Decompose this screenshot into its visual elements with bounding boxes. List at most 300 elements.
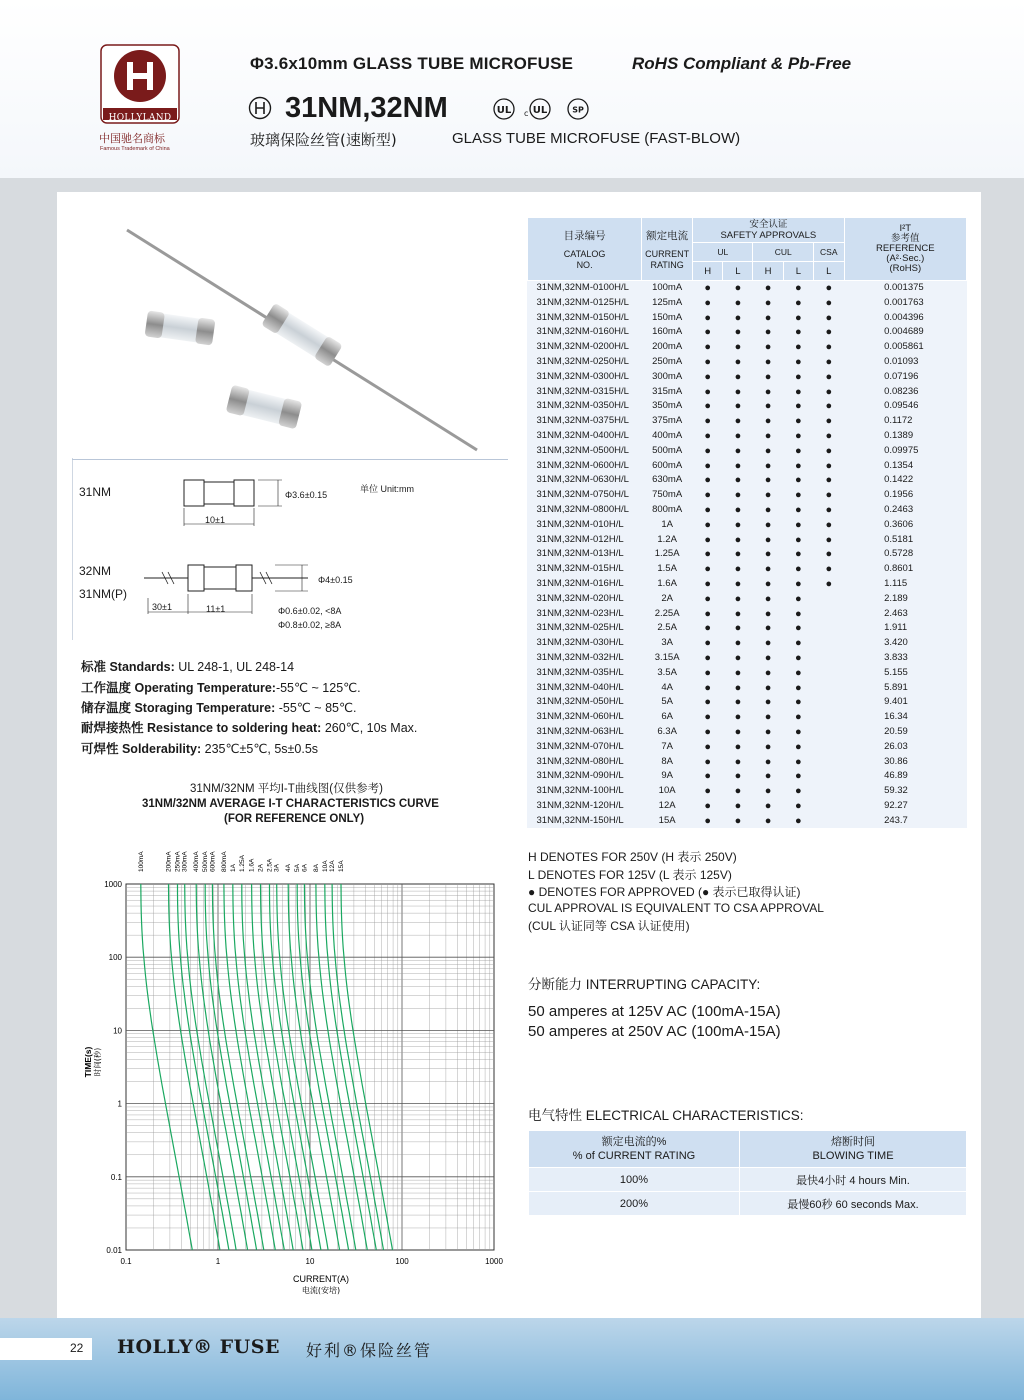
curve-label-400mA: 400mA — [193, 851, 201, 872]
ul-l-cell: ● — [734, 503, 742, 516]
table-row: 200% 最慢60秒 60 seconds Max. — [529, 1192, 967, 1216]
ul-h-cell: ● — [704, 474, 712, 487]
svg-text:UL: UL — [496, 105, 512, 116]
rating-cell: 2.5A — [657, 622, 677, 634]
ul-h-cell: ● — [704, 518, 712, 531]
table-row — [528, 518, 967, 533]
ul-l-cell: ● — [734, 666, 742, 679]
cul-h-cell: ● — [764, 311, 772, 324]
ul-h-cell: ● — [704, 651, 712, 664]
header-ul: UL — [693, 243, 753, 262]
ul-h-cell: ● — [704, 637, 712, 650]
rating-cell: 6A — [661, 711, 673, 723]
header-cul-h: H — [753, 262, 783, 281]
cul-h-cell: ● — [764, 548, 772, 561]
csa-cell: ● — [825, 474, 833, 487]
catalog-cell: 31NM,32NM-030H/L — [536, 637, 624, 649]
catalog-cell: 31NM,32NM-016H/L — [536, 577, 624, 589]
catalog-cell: 31NM,32NM-032H/L — [536, 651, 624, 663]
csa-cell — [813, 592, 844, 607]
ul-h-cell: ● — [704, 548, 712, 561]
cul-l-cell: ● — [795, 711, 802, 724]
cul-l-cell: ● — [795, 666, 802, 679]
cul-h-cell: ● — [764, 429, 772, 442]
catalog-cell: 31NM,32NM-0375H/L — [536, 415, 629, 427]
i2t-cell: 0.08236 — [884, 385, 919, 397]
i2t-cell: 0.005861 — [884, 341, 924, 353]
ul-l-cell: ● — [734, 533, 742, 546]
catalog-cell: 31NM,32NM-0500H/L — [536, 444, 629, 456]
ul-l-cell: ● — [734, 326, 742, 339]
it-curve-chart — [80, 842, 510, 1302]
catalog-cell: 31NM,32NM-015H/L — [536, 563, 624, 575]
ul-h-cell: ● — [704, 489, 712, 502]
ul-l-cell: ● — [734, 341, 742, 354]
y-axis-label-cn: 时间(秒) — [93, 1047, 102, 1077]
csa-cell: ● — [825, 341, 833, 354]
ul-l-cell: ● — [734, 489, 742, 502]
rating-cell: 1.5A — [657, 563, 677, 575]
catalog-cell: 31NM,32NM-012H/L — [536, 533, 624, 545]
cul-l-cell: ● — [795, 459, 802, 472]
cul-l-cell: ● — [795, 400, 802, 413]
rating-cell: 600mA — [652, 459, 683, 471]
interrupting-title: 分断能力 INTERRUPTING CAPACITY: — [528, 977, 761, 992]
catalog-cell: 31NM,32NM-0800H/L — [536, 503, 629, 515]
i2t-cell: 0.2463 — [884, 503, 914, 515]
ul-l-cell: ● — [734, 696, 742, 709]
x-tick-label: 100 — [395, 1257, 409, 1266]
photo-divider — [72, 459, 508, 460]
i2t-cell: 0.1956 — [884, 489, 914, 501]
csa-cell: ● — [825, 370, 833, 383]
rating-cell: 250mA — [652, 355, 683, 367]
curve-label-1.6A: 1.6A — [248, 858, 256, 872]
table-row — [528, 385, 967, 400]
curve-label-600mA: 600mA — [209, 851, 217, 872]
ul-l-cell: ● — [734, 415, 742, 428]
ul-h-cell: ● — [704, 622, 712, 635]
cul-h-cell: ● — [764, 385, 772, 398]
table-row — [528, 577, 967, 592]
cul-l-cell: ● — [795, 725, 802, 738]
cul-l-cell: ● — [795, 681, 802, 694]
legend-l: L DENOTES FOR 125V (L 表示 125V) — [528, 868, 732, 882]
catalog-cell: 31NM,32NM-0160H/L — [536, 326, 629, 338]
cul-h-cell: ● — [764, 711, 772, 724]
i2t-cell: 26.03 — [884, 740, 908, 752]
x-tick-label: 1000 — [485, 1257, 503, 1266]
ul-h-cell: ● — [704, 799, 712, 812]
cul-h-cell: ● — [764, 355, 772, 368]
cul-h-cell: ● — [764, 755, 772, 768]
cul-l-cell: ● — [795, 415, 802, 428]
trademark-cn: 中国驰名商标 — [99, 132, 165, 145]
ul-l-cell: ● — [734, 785, 742, 798]
i2t-cell: 0.3606 — [884, 518, 914, 530]
ul-l-cell: ● — [734, 311, 742, 324]
cul-l-cell: ● — [795, 607, 802, 620]
ul-l-cell: ● — [734, 444, 742, 457]
ul-l-cell: ● — [734, 429, 742, 442]
csa-cell: ● — [825, 459, 833, 472]
cul-l-cell: ● — [795, 696, 802, 709]
ul-l-cell: ● — [734, 355, 742, 368]
electrical-table — [528, 1130, 967, 1216]
cul-l-cell: ● — [795, 326, 802, 339]
ul-l-cell: ● — [734, 755, 742, 768]
header-catalog: 目录编号 CATALOG NO. — [528, 218, 642, 281]
ul-l-cell: ● — [734, 474, 742, 487]
fuse-table-body — [528, 281, 967, 829]
curve-label-800mA: 800mA — [220, 851, 228, 872]
rating-cell: 375mA — [652, 415, 683, 427]
rating-cell: 6.3A — [657, 725, 677, 737]
cul-h-cell: ● — [764, 696, 772, 709]
csa-icon — [568, 99, 588, 119]
catalog-cell: 31NM,32NM-035H/L — [536, 666, 624, 678]
ul-l-cell: ● — [734, 651, 742, 664]
ul-h-cell: ● — [704, 415, 712, 428]
header-cul: CUL — [753, 243, 814, 262]
table-row — [528, 325, 967, 340]
ul-h-cell: ● — [704, 577, 712, 590]
catalog-cell: 31NM,32NM-0750H/L — [536, 489, 629, 501]
table-row — [528, 281, 967, 296]
curve-label-2A: 2A — [257, 864, 265, 872]
ul-l-cell: ● — [734, 799, 742, 812]
chart-subtitle-en: (FOR REFERENCE ONLY) — [224, 813, 365, 825]
csa-cell: ● — [825, 503, 833, 516]
logo-brand-text: HOLLYLAND — [108, 113, 172, 123]
cul-h-cell: ● — [764, 503, 772, 516]
curve-label-300mA: 300mA — [181, 851, 189, 872]
catalog-cell: 31NM,32NM-090H/L — [536, 770, 624, 782]
curve-label-500mA: 500mA — [202, 851, 210, 872]
page-number: 22 — [70, 1341, 84, 1355]
rating-cell: 8A — [661, 755, 673, 767]
catalog-cell: 31NM,32NM-050H/L — [536, 696, 624, 708]
i2t-cell: 243.7 — [884, 814, 908, 826]
catalog-cell: 31NM,32NM-0315H/L — [536, 385, 629, 397]
legend-dot: ● DENOTES FOR APPROVED (● 表示已取得认证) — [528, 885, 801, 899]
csa-cell: ● — [825, 415, 833, 428]
cul-h-cell: ● — [764, 474, 772, 487]
table-row — [528, 533, 967, 548]
cul-l-cell: ● — [795, 622, 802, 635]
interrupting-line-1: 50 amperes at 125V AC (100mA-15A) — [528, 1003, 781, 1020]
cul-l-cell: ● — [795, 651, 802, 664]
cul-h-cell: ● — [764, 799, 772, 812]
rating-cell: 400mA — [652, 429, 683, 441]
table-row — [528, 784, 967, 799]
cul-l-cell: ● — [795, 799, 802, 812]
i2t-cell: 0.1172 — [884, 415, 913, 427]
i2t-cell: 1.115 — [884, 577, 908, 589]
cul-l-cell: ● — [795, 474, 802, 487]
curve-label-15A: 15A — [338, 860, 345, 872]
y-tick-label: 0.01 — [106, 1246, 122, 1255]
curve-label-5A: 5A — [294, 864, 302, 872]
csa-cell — [813, 621, 844, 636]
y-tick-label: 1000 — [104, 880, 122, 889]
cul-l-cell: ● — [795, 489, 802, 502]
csa-cell: ● — [825, 296, 833, 309]
i2t-cell: 46.89 — [884, 770, 908, 782]
curve-label-3A: 3A — [273, 864, 281, 872]
table-row: 100% 最快4小时 4 hours Min. — [529, 1168, 967, 1192]
spec-operating-temp: 工作温度 Operating Temperature:-55℃ ~ 125℃. — [81, 681, 361, 695]
i2t-cell: 9.401 — [884, 696, 908, 708]
i2t-cell: 0.07196 — [884, 370, 919, 382]
csa-cell: ● — [825, 385, 833, 398]
subtitle-cn: 玻璃保险丝管(速断型) — [250, 131, 397, 149]
svg-text:UL: UL — [532, 105, 548, 116]
rating-cell: 3.15A — [654, 651, 680, 663]
cul-h-cell: ● — [764, 622, 772, 635]
wire-spec-1: Φ0.6±0.02, <8A — [278, 606, 342, 616]
ul-h-cell: ● — [704, 785, 712, 798]
cul-l-cell: ● — [795, 503, 802, 516]
i2t-cell: 0.004396 — [884, 311, 924, 323]
curve-label-1A: 1A — [229, 864, 237, 872]
legend-cul-cn: (CUL 认证同等 CSA 认证使用) — [528, 919, 690, 933]
cul-h-cell: ● — [764, 282, 772, 294]
csa-cell: ● — [825, 548, 833, 561]
table-row — [528, 414, 967, 429]
csa-cell — [813, 799, 844, 814]
rating-cell: 200mA — [652, 341, 683, 353]
catalog-cell: 31NM,32NM-070H/L — [536, 740, 624, 752]
catalog-cell: 31NM,32NM-063H/L — [536, 725, 624, 737]
ul-h-cell: ● — [704, 681, 712, 694]
certification-icons — [492, 96, 602, 122]
curve-label-12A: 12A — [329, 860, 337, 872]
i2t-cell: 0.001375 — [884, 282, 924, 293]
i2t-cell: 0.8601 — [884, 563, 914, 575]
ul-h-cell: ● — [704, 725, 712, 738]
table-row — [528, 799, 967, 814]
ul-h-cell: ● — [704, 666, 712, 679]
header-ul-l: L — [723, 262, 753, 281]
catalog-cell: 31NM,32NM-0125H/L — [536, 296, 629, 308]
cul-l-cell: ● — [795, 533, 802, 546]
cul-l-cell: ● — [795, 577, 802, 590]
rating-cell: 150mA — [652, 311, 683, 323]
dim-32-diameter: Φ4±0.15 — [318, 575, 353, 585]
ul-h-cell: ● — [704, 459, 712, 472]
ul-icon — [494, 99, 514, 119]
ul-l-cell: ● — [734, 459, 742, 472]
header-csa: CSA — [813, 243, 844, 262]
rating-cell: 350mA — [652, 400, 683, 412]
y-axis-label: TIME(s) — [83, 1046, 93, 1078]
header-cul-l: L — [783, 262, 813, 281]
i2t-cell: 59.32 — [884, 785, 908, 797]
csa-cell — [813, 681, 844, 696]
i2t-cell: 0.5181 — [884, 533, 914, 545]
catalog-cell: 31NM,32NM-010H/L — [536, 518, 624, 530]
table-row — [528, 296, 967, 311]
csa-cell: ● — [825, 518, 833, 531]
ul-l-cell: ● — [734, 577, 742, 590]
cul-l-cell: ● — [795, 444, 802, 457]
ul-h-cell: ● — [704, 503, 712, 516]
i2t-cell: 0.01093 — [884, 355, 919, 367]
csa-cell — [813, 755, 844, 770]
dimension-drawing-31nm — [170, 474, 290, 534]
csa-cell: ● — [825, 355, 833, 368]
catalog-cell: 31NM,32NM-0350H/L — [536, 400, 629, 412]
table-row — [528, 636, 967, 651]
catalog-cell: 31NM,32NM-020H/L — [536, 592, 624, 604]
chart-title-cn: 31NM/32NM 平均I-T曲线图(仅供参考) — [190, 783, 383, 795]
cul-h-cell: ● — [764, 415, 772, 428]
i2t-cell: 0.001763 — [884, 296, 924, 308]
fuse-catalog-table — [527, 217, 967, 828]
rating-cell: 1.25A — [654, 548, 680, 560]
cul-h-cell: ● — [764, 725, 772, 738]
catalog-cell: 31NM,32NM-0200H/L — [536, 341, 629, 353]
catalog-cell: 31NM,32NM-0250H/L — [536, 355, 629, 367]
cul-h-cell: ● — [764, 740, 772, 753]
ul-l-cell: ● — [734, 622, 742, 635]
rating-cell: 4A — [661, 681, 673, 693]
rating-cell: 800mA — [652, 503, 683, 515]
spec-soldering-heat: 耐焊接热性 Resistance to soldering heat: 260℃, 10s Max. — [81, 721, 418, 735]
csa-cell — [813, 666, 844, 681]
unit-label: 单位 Unit:mm — [360, 484, 415, 494]
ul-h-cell: ● — [704, 311, 712, 324]
chart-title-en: 31NM/32NM AVERAGE I-T CHARACTERISTICS CURVE — [142, 798, 439, 810]
cul-l-cell: ● — [795, 355, 802, 368]
cul-l-cell: ● — [795, 755, 802, 768]
rating-cell: 12A — [658, 799, 676, 811]
dim-32-length: 11±1 — [206, 604, 226, 614]
cul-h-cell: ● — [764, 563, 772, 576]
csa-cell — [813, 814, 844, 829]
rating-cell: 1.2A — [657, 533, 677, 545]
ul-l-cell: ● — [734, 814, 742, 827]
catalog-cell: 31NM,32NM-150H/L — [536, 814, 624, 826]
rating-cell: 500mA — [652, 444, 683, 456]
ul-h-cell: ● — [704, 370, 712, 383]
model-31nmp-label: 31NM(P) — [79, 587, 128, 601]
cul-h-cell: ● — [764, 814, 772, 827]
cul-h-cell: ● — [764, 651, 772, 664]
catalog-cell: 31NM,32NM-025H/L — [536, 622, 624, 634]
cul-h-cell: ● — [764, 666, 772, 679]
ul-h-cell: ● — [704, 740, 712, 753]
rating-cell: 300mA — [652, 370, 683, 382]
product-title: Φ3.6x10mm GLASS TUBE MICROFUSE — [250, 54, 574, 73]
table-row — [528, 695, 967, 710]
ul-l-cell: ● — [734, 518, 742, 531]
header-i2t: I²T 参考值 REFERENCE (A²·Sec.) (RoHS) — [844, 218, 966, 281]
ul-l-cell: ● — [734, 711, 742, 724]
ul-h-cell: ● — [704, 592, 712, 605]
table-row — [528, 681, 967, 696]
i2t-cell: 3.833 — [884, 651, 908, 663]
cul-h-cell: ● — [764, 444, 772, 457]
i2t-cell: 0.09975 — [884, 444, 919, 456]
x-axis-label-cn: 电流(安培) — [301, 1286, 341, 1295]
subtitle-en: GLASS TUBE MICROFUSE (FAST-BLOW) — [452, 130, 741, 147]
table-row — [528, 592, 967, 607]
ul-l-cell: ● — [734, 296, 742, 309]
cul-l-cell: ● — [795, 740, 802, 753]
table-row — [528, 473, 967, 488]
cul-l-cell: ● — [795, 563, 802, 576]
csa-cell: ● — [825, 282, 833, 294]
rohs-label: RoHS Compliant & Pb-Free — [632, 54, 852, 73]
csa-cell: ● — [825, 489, 833, 502]
footer-brand-cn: 好利®保险丝管 — [306, 1341, 433, 1360]
ul-l-cell: ● — [734, 282, 742, 294]
spec-storage-temp: 储存温度 Storaging Temperature: -55℃ ~ 85℃. — [81, 701, 357, 715]
rating-cell: 7A — [661, 740, 673, 752]
table-row — [528, 370, 967, 385]
csa-cell: ● — [825, 400, 833, 413]
x-tick-label: 0.1 — [120, 1257, 132, 1266]
legend-h: H DENOTES FOR 250V (H 表示 250V) — [528, 850, 737, 864]
header-csa-l: L — [813, 262, 844, 281]
catalog-cell: 31NM,32NM-040H/L — [536, 681, 624, 693]
cul-l-cell: ● — [795, 282, 802, 294]
table-row — [528, 503, 967, 518]
ul-h-cell: ● — [704, 563, 712, 576]
curve-label-8A: 8A — [312, 864, 320, 872]
ul-l-cell: ● — [734, 563, 742, 576]
cul-l-cell: ● — [795, 548, 802, 561]
ul-l-cell: ● — [734, 592, 742, 605]
ul-h-cell: ● — [704, 341, 712, 354]
ul-h-cell: ● — [704, 444, 712, 457]
i2t-cell: 2.189 — [884, 592, 908, 604]
table-row — [528, 429, 967, 444]
cul-l-cell: ● — [795, 518, 802, 531]
ul-h-cell: ● — [704, 814, 712, 827]
header-pct: 额定电流的% % of CURRENT RATING — [529, 1131, 740, 1168]
table-row — [528, 355, 967, 370]
i2t-cell: 20.59 — [884, 725, 908, 737]
i2t-cell: 0.1389 — [884, 429, 914, 441]
chart-grid — [126, 884, 494, 1250]
rating-cell: 750mA — [652, 489, 683, 501]
i2t-cell: 5.155 — [884, 666, 908, 678]
cul-h-cell: ● — [764, 592, 772, 605]
csa-cell: ● — [825, 533, 833, 546]
y-tick-label: 1 — [117, 1099, 122, 1109]
cul-h-cell: ● — [764, 370, 772, 383]
curve-label-250mA: 250mA — [174, 851, 182, 872]
catalog-cell: 31NM,32NM-0630H/L — [536, 474, 629, 486]
i2t-cell: 30.86 — [884, 755, 908, 767]
footer-brand: HOLLY® FUSE — [117, 1336, 280, 1358]
table-row — [528, 769, 967, 784]
y-tick-label: 10 — [113, 1026, 122, 1036]
i2t-cell: 16.34 — [884, 711, 908, 723]
catalog-cell: 31NM,32NM-120H/L — [536, 799, 624, 811]
ul-l-cell: ● — [734, 725, 742, 738]
curve-label-10A: 10A — [321, 860, 329, 872]
cul-h-cell: ● — [764, 326, 772, 339]
catalog-cell: 31NM,32NM-0100H/L — [536, 282, 629, 293]
header-safety: 安全认证 SAFETY APPROVALS — [693, 218, 844, 243]
ul-l-cell: ● — [734, 548, 742, 561]
table-row — [528, 814, 967, 829]
fuse-photo — [72, 210, 508, 458]
